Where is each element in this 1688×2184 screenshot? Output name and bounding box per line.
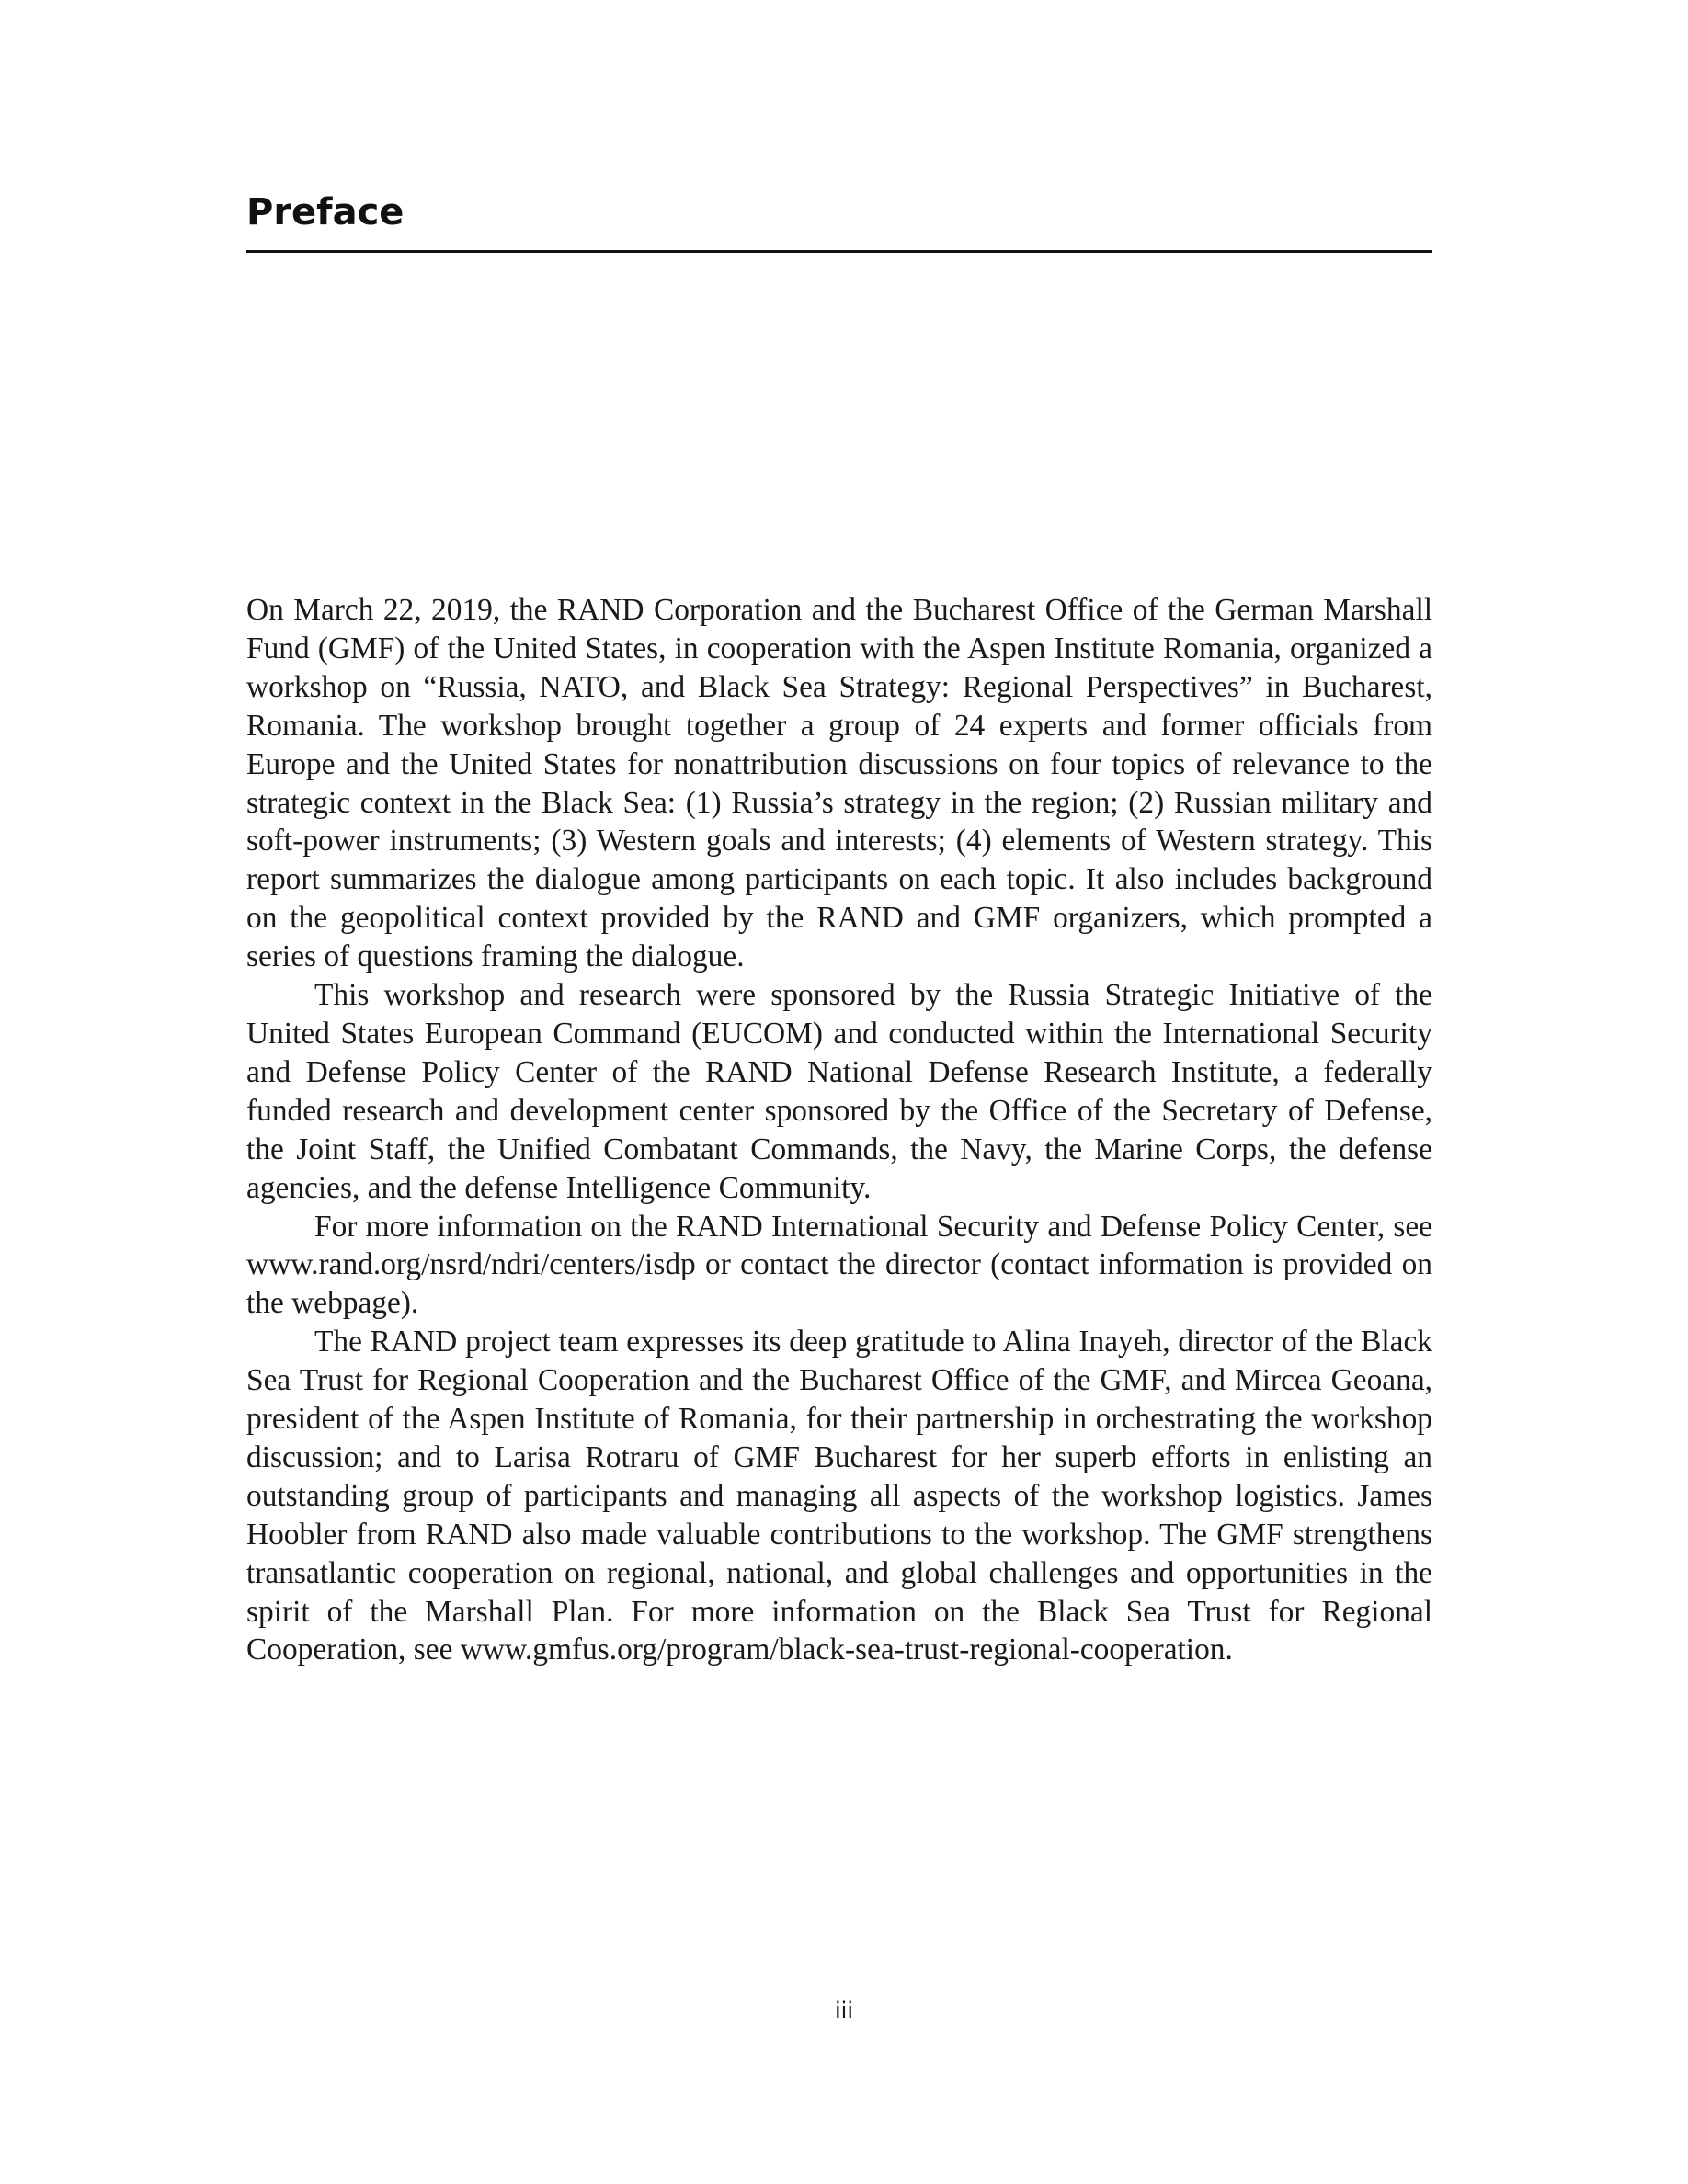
paragraph-sponsorship: This workshop and research were sponsored by the Russia Strategic Initiative of the United States European Command (EUCOM) and conducted within the International Security and Defense Policy Center of the RAND National Defense Research Institute, a federally funded research and development center sponsored by the Office of the Secretary of Defense, the Joint Staff, the Unified Combatant Commands, the Navy, the Marine Corps, the defense agencies, and the defense Intelligence Community. (246, 978, 1432, 1205)
paragraph-acknowledgments: The RAND project team expresses its deep gratitude to Alina Inayeh, director of the Black Sea Trust for Regional Cooperation and the Bucharest Office of the GMF, and Mircea Geoana, president of the Aspen Institute of Romania, for their partnership in orchestrating the workshop discussion; and to Larisa Rotraru of GMF Bucharest for her superb efforts in enlisting an outstanding group of participants and managing all aspects of the workshop logistics. James Hoobler from RAND also made valuable contributions to the workshop. The GMF strengthens transatlantic cooperation on regional, national, and global challenges and opportunities in the spirit of the Marshall Plan. For more information on the Black Sea Trust for Regional Cooperation, see www.gmfus.org/program/black-sea-trust-regional-cooperation. (246, 1325, 1432, 1667)
page-number: iii (834, 1997, 853, 2023)
page-title: Preface (246, 191, 405, 233)
title-rule (246, 250, 1432, 253)
paragraph-intro: On March 22, 2019, the RAND Corporation and the Bucharest Office of the German Marshall Fund (GMF) of the United States, in cooperation with the Aspen Institute Romania, organized a workshop on “Russia, NATO, and Black Sea Strategy: Regional Perspectives” in Bucharest, Romania. The workshop brought together a group of 24 experts and former officials from Europe and the United States for nonattribution discussions on four topics of relevance to the strategic context in the Black Sea: (1) Russia’s strategy in the region; (2) Russian military and soft-power instruments; (3) Western goals and interests; (4) elements of Western strategy. This report summarizes the dialogue among participants on each topic. It also includes background on the geopolitical context provided by the RAND and GMF organizers, which prompted a series of questions framing the dialogue. (246, 593, 1432, 974)
preface-body (246, 591, 1432, 1669)
paragraph-more-info: For more information on the RAND International Security and Defense Policy Center, see www.rand.org/nsrd/ndri/centers/isdp or contact the director (contact information is provided on the webpage). (246, 1209, 1432, 1321)
